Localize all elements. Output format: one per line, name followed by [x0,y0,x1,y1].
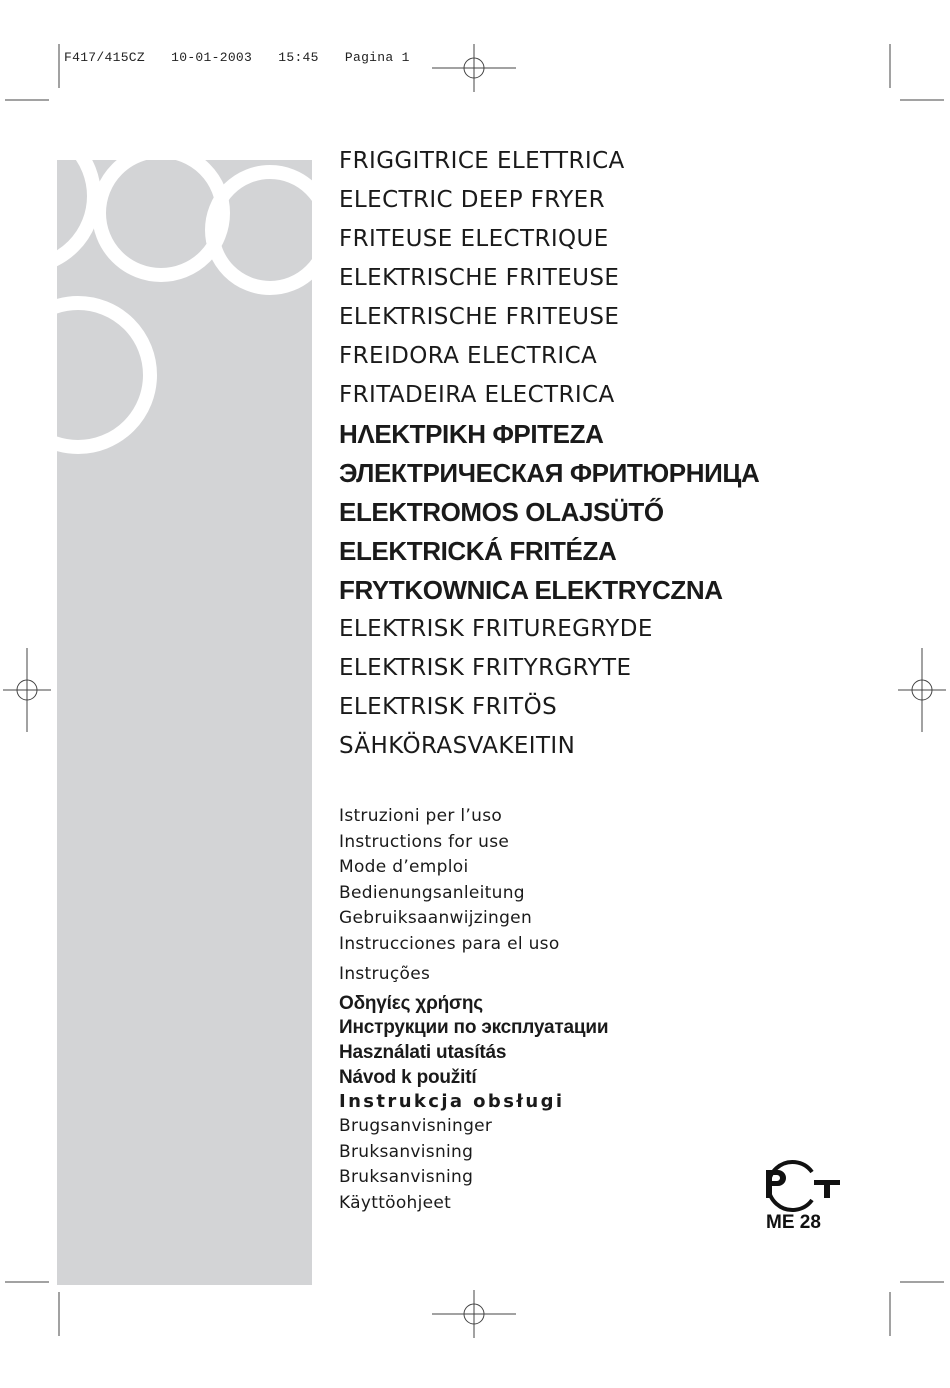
instructions-item: Istruzioni per l’uso [339,806,503,826]
slug-page: Pagina 1 [344,50,410,65]
instructions-item: Brugsanvisninger [339,1116,493,1136]
product-title: ELEKTRISK FRITÖS [339,694,558,720]
instructions-item: Instructions for use [339,831,510,852]
instructions-item: Gebruiksaanwijzingen [339,908,533,928]
registration-mark-right [898,648,946,732]
slug-date: 10-01-2003 [171,50,253,65]
product-title: FRIGGITRICE ELETTRICA [339,148,625,174]
product-title: ΗΛΕΚΤΡΙΚΗ ΦΡΙΤΕΖΑ [339,419,604,449]
instructions-item: Instruções [339,964,431,984]
product-title-list [339,143,759,767]
registration-mark-left [3,648,51,732]
product-title: ELEKTRISCHE FRITEUSE [339,265,620,291]
certification-code: ME 28 [766,1212,821,1233]
slug-code: F417/415CZ [64,50,146,65]
product-title: FREIDORA ELECTRICA [339,343,598,369]
product-title: ELEKTROMOS OLAJSÜTŐ [339,497,664,527]
instructions-item: Инструкции по эксплуатации [339,1017,609,1038]
instructions-item: Instrukcja obsługi [339,1091,565,1112]
certification-letter-t-stem-icon [824,1180,830,1198]
instructions-list [339,804,608,1216]
product-title: ELEKTRISCHE FRITEUSE [339,304,620,330]
instructions-item: Bedienungsanleitung [339,882,525,903]
instructions-item: Bruksanvisning [339,1141,474,1162]
product-title: ЭЛЕКТРИЧЕСКАЯ ФРИТЮРНИЦА [339,458,760,488]
instructions-item: Használati utasítás [339,1042,507,1063]
certification-letter-p-icon [766,1170,786,1198]
instructions-item: Käyttöohjeet [339,1192,452,1213]
product-title: SÄHKÖRASVAKEITIN [339,733,576,759]
product-title: FRITADEIRA ELECTRICA [339,382,615,408]
registration-mark-bottom [432,1290,516,1338]
registration-mark-top [432,44,516,92]
instructions-item: Mode d’emploi [339,857,469,877]
instructions-item: Instrucciones para el uso [339,933,560,954]
product-title: ELECTRIC DEEP FRYER [339,187,605,213]
product-title: FRITEUSE ELECTRIQUE [339,226,609,252]
product-title: FRYTKOWNICA ELEKTRYCZNA [339,575,723,605]
product-title: ELEKTRISK FRITUREGRYDE [339,616,653,642]
decorative-ring [57,296,157,454]
product-title: ELEKTRICKÁ FRITÉZA [339,536,617,566]
instructions-item: Návod k použití [339,1067,477,1088]
product-title: ELEKTRISK FRITYRGRYTE [339,655,632,681]
instructions-item: Bruksanvisning [339,1167,474,1187]
instructions-item: Οδηγίες χρήσης [339,993,483,1014]
decorative-grey-band [57,160,312,1285]
slug-time: 15:45 [278,50,319,65]
